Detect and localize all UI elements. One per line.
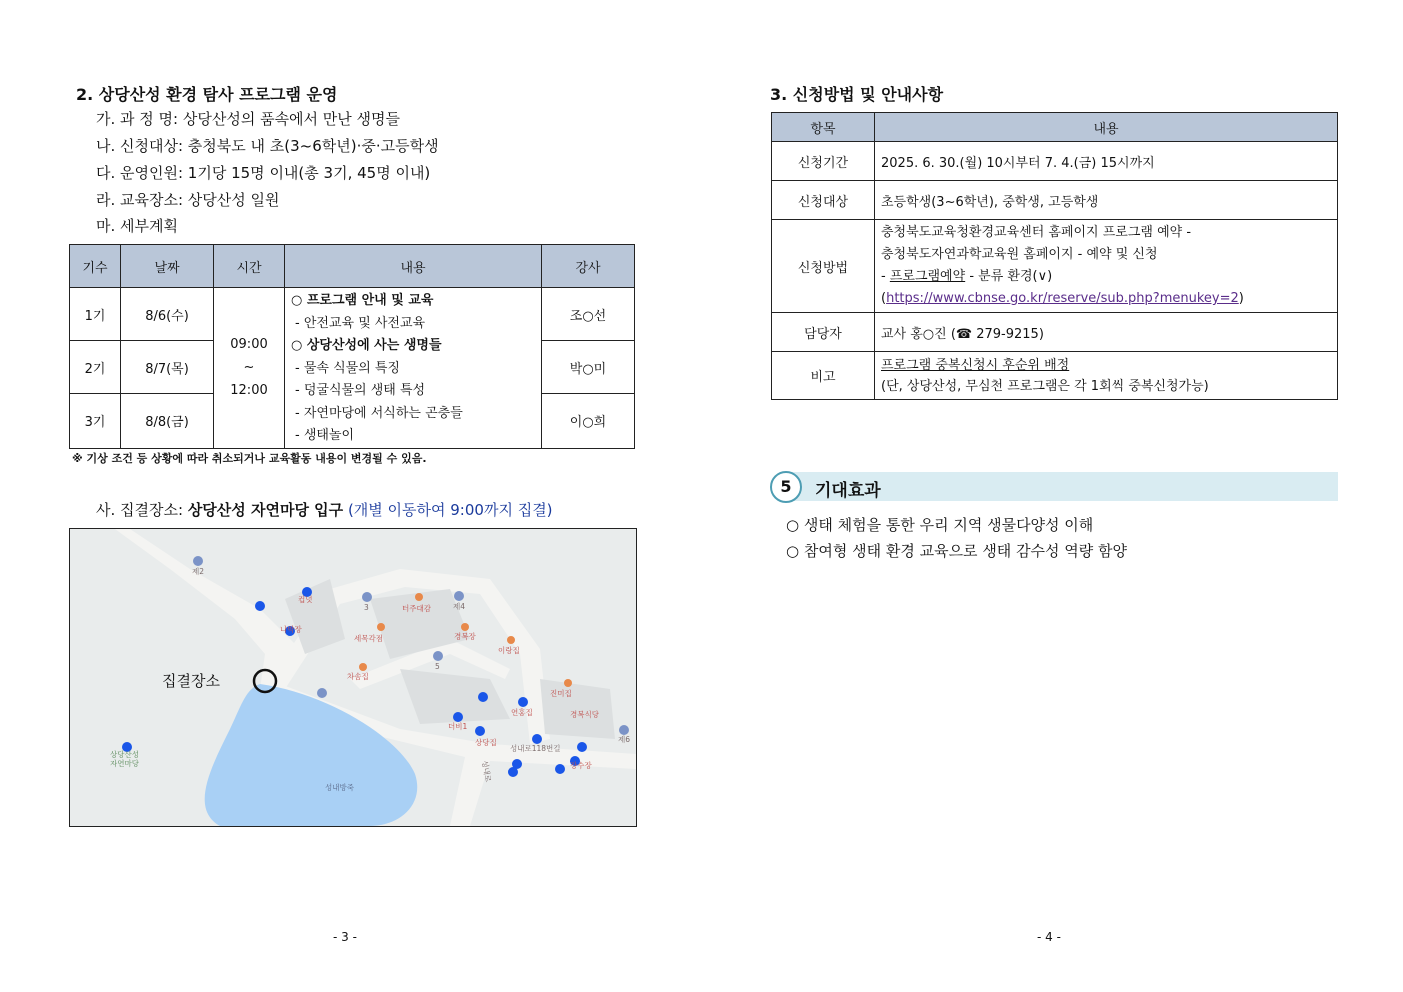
method-dash: - (881, 269, 890, 284)
location-map (69, 528, 637, 827)
col-header-detail: 내용 (875, 113, 1338, 142)
map-label: 3 (364, 603, 369, 612)
col-header-content: 내용 (285, 245, 542, 288)
application-table (771, 112, 1338, 400)
teacher-cell: 박○미 (542, 341, 635, 394)
map-label: 제4 (453, 602, 466, 611)
value-cell: 초등학생(3~6학년), 중학생, 고등학생 (875, 181, 1338, 220)
meeting-prefix: 사. 집결장소: (96, 501, 188, 519)
content-topic-1: ○ 프로그램 안내 및 교육 (291, 293, 434, 308)
parking-icon (317, 688, 327, 698)
map-label: 진미집 (550, 689, 572, 698)
map-label: 컵넛 (298, 595, 313, 604)
parking-icon (193, 556, 203, 566)
time-end: 12:00 (230, 383, 268, 399)
map-label: 제6 (618, 735, 631, 744)
place-line: 라. 교육장소: 상당산성 일원 (96, 191, 280, 209)
table-row (772, 142, 1338, 181)
date-cell: 8/6(수) (121, 288, 214, 341)
parking-icon (433, 651, 443, 661)
map-pin-icon (577, 742, 587, 752)
table-row (772, 220, 1338, 313)
schedule-table (69, 244, 635, 449)
term-cell: 3기 (70, 394, 121, 448)
teacher-cell: 조○선 (542, 288, 635, 341)
expected-effect-item: ○ 생태 체험을 통한 우리 지역 생물다양성 이해 (786, 516, 1094, 534)
page-number-left: - 3 - (333, 930, 357, 944)
restaurant-icon (507, 636, 515, 644)
time-sep: ~ (243, 360, 255, 376)
section-5-title: 기대효과 (815, 481, 881, 501)
map-label: 나박장 (280, 625, 302, 634)
map-label: 장수장 (570, 761, 592, 770)
meeting-line (96, 499, 553, 520)
restaurant-icon (461, 623, 469, 631)
map-label: 연홍집 (511, 708, 533, 717)
reservation-url-link[interactable]: https://www.cbnse.go.kr/reserve/sub.php?menukey=2 (886, 291, 1239, 306)
content-cell (285, 288, 542, 449)
parking-icon (362, 592, 372, 602)
restaurant-icon (415, 593, 423, 601)
method-line: 충청북도교육청환경교육센터 홈페이지 프로그램 예약 - (881, 225, 1192, 240)
page-number-right: - 4 - (1037, 930, 1061, 944)
map-pin-icon (508, 767, 518, 777)
map-label: 경복장 (454, 632, 476, 641)
label-cell: 담당자 (772, 313, 875, 352)
col-header-item: 항목 (772, 113, 875, 142)
date-cell: 8/7(목) (121, 341, 214, 394)
map-pin-icon (532, 734, 542, 744)
term-cell: 1기 (70, 288, 121, 341)
map-pin-icon (478, 692, 488, 702)
map-pin-icon (255, 601, 265, 611)
map-label: 경복식당 (570, 710, 599, 719)
col-header-time: 시간 (214, 245, 285, 288)
target-line: 나. 신청대상: 충청북도 내 초(3~6학년)·중·고등학생 (96, 137, 439, 155)
map-svg (70, 529, 636, 826)
label-cell: 신청방법 (772, 220, 875, 313)
parking-icon (619, 725, 629, 735)
remark-line: 프로그램 중복신청시 후순위 배정 (881, 357, 1070, 373)
section-heading-program: 2. 상당산성 환경 탐사 프로그램 운영 (76, 85, 338, 104)
content-topic-2: ○ 상당산성에 사는 생명들 (291, 338, 442, 353)
restaurant-icon (377, 623, 385, 631)
remark-cell (875, 352, 1338, 400)
plan-line: 마. 세부계획 (96, 217, 178, 235)
map-label: 이랑집 (498, 646, 520, 655)
content-item: - 물속 식물의 특징 (295, 360, 400, 376)
program-reservation-link[interactable]: 프로그램예약 (889, 269, 966, 284)
capacity-line: 다. 운영인원: 1기당 15명 이내(총 3기, 45명 이내) (96, 164, 431, 182)
label-cell: 비고 (772, 352, 875, 400)
map-label: 터주대감 (402, 604, 431, 613)
table-row (772, 313, 1338, 352)
map-label: 성내로 (480, 759, 493, 783)
content-item: - 안전교육 및 사전교육 (295, 315, 426, 331)
paren-open: ( (881, 291, 887, 306)
map-pin-icon (453, 712, 463, 722)
map-label: 자연마당 (110, 759, 139, 768)
map-label: 세목각점 (354, 634, 383, 643)
table-row (772, 181, 1338, 220)
map-label: 5 (435, 662, 440, 671)
table-row (70, 288, 635, 341)
table-row (772, 352, 1338, 400)
section-heading-application: 3. 신청방법 및 안내사항 (770, 85, 944, 104)
method-cell (875, 220, 1338, 313)
map-pin-icon (475, 726, 485, 736)
method-category: - 분류 환경(∨) (965, 269, 1053, 284)
col-header-teacher: 강사 (542, 245, 635, 288)
method-line (881, 266, 1331, 288)
content-item: - 덩굴식물의 생태 특성 (295, 383, 426, 398)
label-cell: 신청대상 (772, 181, 875, 220)
map-pin-icon (555, 764, 565, 774)
time-cell (214, 288, 285, 449)
restaurant-icon (564, 679, 572, 687)
map-pin-icon (518, 697, 528, 707)
section-5-number: 5 (770, 471, 802, 503)
parking-icon (454, 591, 464, 601)
restaurant-icon (359, 663, 367, 671)
map-label: 성내로118번길 (510, 744, 561, 753)
map-label: 상당산성 (110, 750, 139, 759)
content-item: - 자연마당에 서식하는 곤충들 (295, 405, 463, 421)
label-cell: 신청기간 (772, 142, 875, 181)
map-label: 상당집 (475, 738, 497, 747)
course-name-line: 가. 과 정 명: 상당산성의 품속에서 만난 생명들 (96, 110, 401, 128)
meeting-place-label: 집결장소 (162, 672, 220, 690)
method-url-line (881, 288, 1331, 310)
paren-close: ) (1238, 291, 1244, 306)
expected-effect-item: ○ 참여형 생태 환경 교육으로 생태 감수성 역량 함양 (786, 542, 1128, 560)
map-label: 제2 (192, 567, 205, 576)
col-header-date: 날짜 (121, 245, 214, 288)
weather-note: ※ 기상 조건 등 상황에 따라 취소되거나 교육활동 내용이 변경될 수 있음. (72, 452, 427, 465)
method-line: 충청북도자연과학교육원 홈페이지 - 예약 및 신청 (881, 247, 1158, 262)
map-label: 차솜집 (347, 672, 369, 681)
map-label: 성내방죽 (325, 783, 354, 792)
teacher-cell: 이○희 (542, 394, 635, 448)
remark-line: (단, 상당산성, 무심천 프로그램은 각 1회씩 중복신청가능) (881, 378, 1209, 394)
col-header-term: 기수 (70, 245, 121, 288)
value-cell: 2025. 6. 30.(월) 10시부터 7. 4.(금) 15시까지 (875, 142, 1338, 181)
date-cell: 8/8(금) (121, 394, 214, 448)
term-cell: 2기 (70, 341, 121, 394)
meeting-place: 상당산성 자연마당 입구 (187, 501, 344, 519)
time-start: 09:00 (230, 337, 268, 353)
value-cell: 교사 홍○진 (☎ 279-9215) (875, 313, 1338, 352)
meeting-note: (개별 이동하여 9:00까지 집결) (343, 501, 553, 519)
content-item: - 생태놀이 (295, 428, 355, 443)
map-label: 더비1 (448, 722, 468, 731)
